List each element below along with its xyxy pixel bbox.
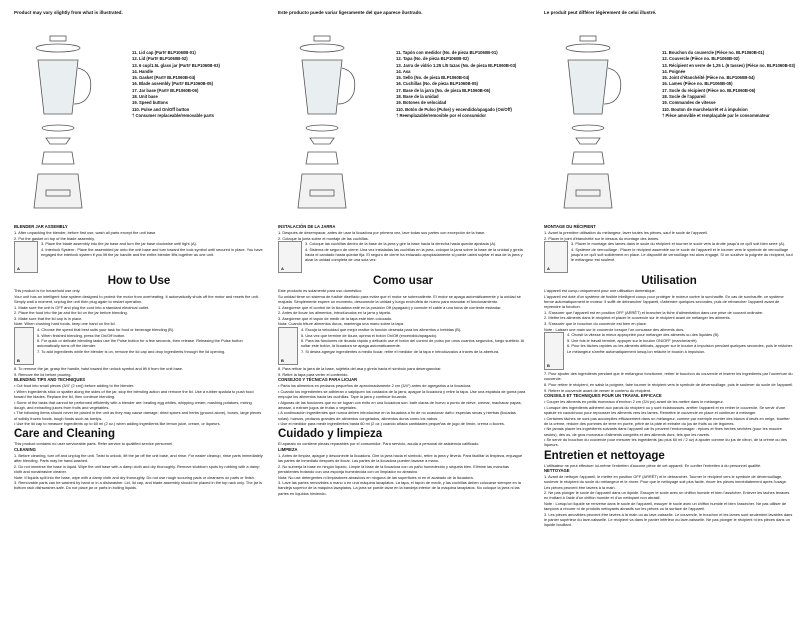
bullet: • Ne jamais placer les ingrédients suivants dans l'appareil car ils peuvent l'endommager : épices et fines herbes séchées (pour les moudre seules), des os, de gros morceaux d'aliments congelés et des aliments durs, tels que les navets. (544, 426, 782, 437)
bullet: • Lorsque des ingrédients adhèrent aux parois du récipient ou y sont éclaboussés, arrêter l'appareil et en retirer le couvercle. Se servir d'une spatule en caoutchouc pour repousser les aliments vers les lames. Remettre le couvercle en place et continuer à mélanger. (544, 404, 786, 415)
part-item: 11. Lid cap (Part# BLP1060B-01) (132, 50, 196, 55)
blender-illustration (16, 32, 106, 212)
part-item: 16. Blade assembly (Part# BLP1060B-05) (132, 81, 213, 87)
paragraph: Este producto es solamente para uso doméstico. (278, 288, 363, 294)
paragraph: Your unit has an intelligent fuse system designed to protect the motor from overheating. It automatically shuts off the motor and resets the unit. Simply wait a moment, unplug the unit then plug again to restart operation. (14, 293, 259, 304)
bullet: • Some of the tasks that cannot be performed efficiently with a blender are: beating egg whites, whipping cream, mashing potatoes, mixing dough, and extracting juices from fruits and vegetables. (14, 399, 252, 410)
part-item: 16. Lames (Pièce no. BLP1060B-05) (662, 81, 733, 87)
paragraph: El aparato no contiene piezas reparables por el consumidor. Para servicio, acuda a personal de asistencia calificado. (278, 441, 480, 447)
part-item: 13. 6 cup/1.5L glass jar (Part# BLP1060B-03) (132, 62, 220, 68)
part-item: 18. Unit base (132, 94, 158, 100)
glass-jar-drawing (38, 60, 78, 114)
paragraph: 1. S'assurer que l'appareil est en position OFF (ARRÊT) et brancher la fiche d'alimentation dans une prise de courant ordinaire. (544, 309, 764, 315)
part-item: 11. Bouchon du couvercle (Pièce no. BLP1060B-01) (662, 50, 765, 55)
spanish-column (278, 0, 530, 635)
part-item: 12. Tapa (No. de pieza BLP1060B-02) (396, 56, 469, 62)
blade-assembly-drawing (310, 138, 334, 144)
figure-a: A (544, 241, 568, 273)
instructions-text (544, 224, 794, 528)
bullet: • Algunas de las funciones que no se logran con éxito en una licuadora son: batir claras de huevo a punto de nieve, cremar, machacar papas, amasar, o extraer jugos de frutas o vegetales. (278, 399, 522, 410)
disclaimer: Le produit peut différer légèrement de celui illustré. (544, 10, 657, 15)
paragraph: 2. Ne pas plonger le socle de l'appareil dans un liquide. Essuyer le socle avec un chiffon humide et bien l'assécher. Enlever les taches tenaces en frottant à l'aide d'un chiffon humide et d'un nettoyant non abrasif. (544, 490, 790, 501)
figure-row (544, 332, 794, 370)
part-item: 13. Jarra de vidrio 1.25 L/5 tazas (No. de pieza BLP1060B-03) (396, 62, 517, 68)
paragraph: 1. Antes de limpiar, apague y desconecte la licuadora. Gire la jarra hacia el símbolo, retire la jarra y llévela. Para facilitar la limpieza, enjuague las partes de inmediato después de licuar. Las partes de la licuadora pueden lavarse a mano. (278, 452, 523, 464)
bullet: • Cuando los ingredientes se adhieran o salpiquen los costados de la jarra, apague la licuadora y retire la tapa. Use una espátula de goma para empujar los alimentos hacia las cuchillas. Tape la jarra y continúe licuando. (278, 388, 526, 399)
part-item: 18. Socle de l'appareil (662, 94, 706, 100)
figure-b: B (278, 327, 298, 365)
paragraph: 4. Sistema de seguro de cierre: Una vez instaladas las cuchillas en la jarra, coloque la jarra sobre la base de la unidad y gírela hacia el candado hasta quedar fija. El seguro de cierre ha enlazado apropiadamente si puede usted sujetar el asa de la jarra y alzar la unidad completa de una sola vez. (305, 246, 523, 263)
paragraph: 5. Une fois le travail terminé, appuyer sur le bouton ON/OFF (marche/arrêt). (567, 337, 698, 343)
instructions-text (14, 224, 264, 491)
figure-row (544, 241, 794, 273)
bullet: • When ingredients stick or spatter along the sides of the jar, stop the blending action and remove the lid. Use a rubber spatula to push food toward the blades. Replace the lid, then continue blending. (14, 388, 254, 399)
paragraph: 7. To add ingredients while the blender is on, remove the lid cap and drop ingredients through the lid opening. (37, 348, 226, 354)
paragraph: 2. Antes de licuar los alimentos, introdúzcalos en la jarra y tápela. (278, 310, 391, 316)
paragraph: 8. Para retirar la jarra de la base, sujétela del asa y gírela hacia el símbolo para desenganchar. (278, 365, 442, 371)
section-heading: CONSEJOS Y TÉCNICAS PARA LICUAR (278, 377, 358, 383)
blender-illustration (280, 32, 370, 212)
part-item: † Consumer replaceable/removable parts (132, 112, 214, 118)
figure-row (278, 241, 528, 273)
paragraph: 4. Escoja la velocidad que mejor realice la función deseada para los alimentos o bebidas (B). (301, 326, 462, 332)
paragraph: 6. Pour les tâches rapides ou les aliments délicats, appuyer sur le bouton à impulsion pendant quelques secondes, puis le relâcher. Le mélangeur s'arrête automatiquement lorsqu'on relâche le bouton à impulsion. (567, 343, 794, 354)
jar-base-drawing (306, 152, 338, 164)
paragraph: 1. After unpacking the blender, before first use, wash all parts except the unit base. (14, 230, 157, 235)
parts-list (396, 50, 531, 119)
part-item: 14. Handle (132, 68, 153, 74)
blade-assembly-drawing (576, 138, 600, 144)
paragraph: 6. For quick or delicate blending tasks use the Pulse button for a few seconds, then release. Releasing the Pulse button automatically turns off the blender. (37, 338, 243, 349)
french-column (544, 0, 796, 635)
paragraph: 3. Lave las partes removibles a mano o en una máquina lavaplatos. La tapa, el tapón de medir, y las cuchillas deben colocarse siempre en la bandeja superior de la máquina lavaplatos. La jarra se puede lavar en la bandeja inferior de la máquina lavaplatos. No coloque la jarra ni las partes en líquidos hirviendo. (278, 480, 521, 496)
paragraph: 1. Avant de nettoyer l'appareil, le mettre en position OFF (ARRÊT) et le débrancher. Tourner le récipient vers le symbole de déverrouillage, soulever le récipient du socle du mélangeur et le rincer. Pour que le nettoyage soit plus facile, rincer les pièces immédiatement après l'usage. Les pièces peuvent être lavées à la main. (544, 474, 787, 490)
section-heading: BLENDING TIPS AND TECHNIQUES (14, 377, 86, 383)
parts-list (132, 50, 267, 119)
figure-row (14, 241, 264, 273)
part-item: 17. Base de la jarra (No. de pieza BLP1060B-06) (396, 87, 491, 93)
disclaimer: Product may vary slightly from what is illustrated. (14, 10, 123, 15)
paragraph: This product contains no user serviceable parts. Refer service to qualified service personnel. (14, 441, 174, 447)
glass-jar-drawing (302, 60, 342, 114)
section-heading: MONTAGE DU RÉCIPIENT (544, 224, 596, 229)
blender-illustration (546, 32, 636, 212)
part-item: 19. Speed buttons (132, 100, 169, 106)
part-item: 110. Bouton de marche/arrêt et à impulsion (662, 106, 748, 112)
paragraph: 4. Interlock System : Place the assembled jar onto the unit base and turn toward the lock symbol until secured in place. You have engaged the interlock system if you lift the jar handle and the entire blender lifts together as one unit. (41, 246, 263, 257)
paragraph: 2. Mettre les aliments dans le récipient et placer le couvercle sur le récipient avant de mélanger les aliments. (544, 315, 731, 321)
english-column (14, 0, 266, 635)
paragraph: 2. No sumerja la base en ningún líquido. Limpie la base de la licuadora con un paño humedecido y séquela bien. Elimine las manchas persistentes frotando con una esponja humedecida con un limpiador no abrasivo. (278, 463, 509, 474)
paragraph: Nota: Cuando triture alimentos duros, mantenga una mano sobre la tapa. (278, 321, 405, 327)
paragraph: L'utilisateur ne peut effectuer lui-même l'entretien d'aucune pièce de cet appareil. En confier l'entretien à du personnel qualifié. (544, 462, 762, 468)
paragraph: L'appareil est doté d'un système de fusible intelligent conçu pour protéger le moteur contre la surchauffe. En cas de surchauffe, ce système ferme automatiquement le moteur. Il suffit de débrancher l'appareil, d'attendre quelques secondes, puis de rebrancher l'appareil avant de reprendre la fonction. (544, 293, 784, 310)
paragraph: 2. Do not immerse the base in liquid. Wipe the unit base with a damp cloth and dry thoroughly. Remove stubborn spots by rubbing with a damp cloth and nonabrasive cleaner. (14, 463, 260, 474)
part-item: 15. Sello (No. de pieza BLP1060B-04) (396, 75, 470, 81)
paragraph: Note: When crushing hard foods, keep one hand on the lid. (14, 321, 116, 327)
paragraph: 8. To remove the jar, grasp the handle, twist toward the unlock symbol and lift it from the unit base. (14, 365, 184, 371)
part-item: 17. Jar base (Part# BLP1060B-06) (132, 87, 199, 93)
heading: Utilisation (641, 275, 697, 288)
paragraph: 3. Removable parts can be washed by hand or in a dishwasher. Lid, lid cap, and blade assembly should be placed in the top rack only. The jar is bottom rack dishwasher-safe. Do not place jar or parts in boiling liquids. (14, 480, 262, 491)
part-item: 12. Couvercle (Pièce no. BLP1060B-02) (662, 56, 740, 62)
part-item: 19. Commandes de vitesse (662, 100, 716, 106)
blade-assembly-drawing (46, 138, 70, 144)
paragraph: 7. Pour ajouter des ingrédients pendant que le mélangeur fonctionne, retirer le bouchon du couvercle et insérer les ingrédients par l'ouverture du couvercle. (544, 371, 793, 382)
unit-base-drawing (564, 174, 612, 208)
part-item: 19. Botones de velocidad (396, 100, 447, 106)
gasket-drawing (572, 125, 604, 131)
heading: Como usar (372, 275, 434, 288)
section-heading: INSTALACIÓN DE LA JARRA (278, 224, 336, 229)
paragraph: Nota: No use detergentes ni limpiadores abrasivos en ninguna de las superficies ni en el acabado de la licuadora. (278, 474, 474, 480)
paragraph: 3. Place the blade assembly into the jar base and turn the jar base clockwise until tight (A). (41, 241, 197, 247)
heading: Care and Cleaning (14, 428, 115, 441)
part-item: 16. Cuchillas (No. de pieza BLP1060B-05) (396, 81, 478, 87)
part-item: † Reemplazable/removible por el consumidor (396, 112, 487, 118)
gasket-drawing (42, 125, 74, 131)
paragraph: 3. S'assurer que le bouchon du couvercle est bien en place. (544, 320, 648, 326)
instructions-text (278, 224, 528, 496)
part-item: 14. Asa (396, 68, 411, 74)
bullet: • The following items should never be placed in the unit as they may cause damage: dried spices and herbs (ground alone), bones, large pieces of solidly frozen foods, tough foods such as turnips. (14, 410, 262, 421)
part-item: 17. Socle du récipient (Pièce no. BLP1060B-06) (662, 87, 756, 93)
bullet: • Use the lid cap to measure ingredients up to 60 ml (2 oz.) when adding ingredients like lemon juice, cream, or liqueurs. (14, 421, 221, 427)
paragraph: 3. Make sure that the lid cap is in place. (14, 315, 83, 321)
lid-cap-drawing (580, 36, 596, 41)
part-item: 14. Poignée (662, 68, 686, 74)
paragraph: 3. Placer le montage des lames dans le socle du récipient et tourner le socle vers la droite jusqu'à ce qu'il soit bien serré (A). (571, 241, 786, 247)
lid-cap-drawing (314, 36, 330, 41)
section-heading: CONSEILS ET TECHNIQUES POUR UN TRAVAIL EFFICACE (544, 393, 662, 399)
paragraph: 2. Place the food into the jar and the lid on the jar before blending. (14, 310, 128, 316)
figure-b: B (544, 332, 564, 370)
part-item: 15. Gasket (Part# BLP1060B-04) (132, 75, 196, 81)
paragraph: 5. When finished blending, press the On/Off button. (37, 332, 126, 338)
paragraph: Note: If liquids spill into the base, wipe with a damp cloth and dry thoroughly. Do not use rough scouring pads or cleansers on parts or finish. (14, 474, 255, 480)
bullet: • Certaines tâches ne sont pas accomplies efficacement dans un mélangeur, comme par exemple monter des blancs d'oeufs en neige, fouetter de la crème, réduire des pommes de terre en purée, pétrir de la pâte et extraire du jus de fruits ou de légumes. (544, 415, 790, 426)
lid-cap-drawing (50, 36, 66, 41)
paragraph: 4. Choose the speed that best suits your task for food or beverage blending (B). (37, 326, 175, 332)
disclaimer: Este producto puede variar ligeramente del que aparece ilustrado. (278, 10, 423, 15)
figure-a: A (14, 241, 38, 273)
part-item: 12. Lid (Part# BLP1060B-02) (132, 56, 188, 62)
paragraph: 6. Para las funciones de licuado rápido y delicado use el botón del control de pulso por unos cuantos segundos, luego suéltelo. Al soltar este botón, la licuadora se apaga automáticamente. (301, 338, 525, 349)
paragraph: 3. Coloque las cuchillas dentro de la base de la jarra y gire la base hacia la derecha hasta quedar ajustada (A). (305, 241, 497, 247)
paragraph: Su unidad tiene un sistema de fusible diseñado para evitar que el motor se sobrecaliente. El motor se apaga automáticamente y la unidad se reajusta. Simplemente espere un momento, desconecte la unidad y luego enchúfela de nuevo para reanudar el funcionamiento. (278, 293, 521, 304)
part-item: 110. Botón de Pulso (Pulse) y encendido/apagado (On/Off) (396, 106, 512, 112)
figure-a: A (278, 241, 302, 273)
paragraph: This product is for household use only. (14, 288, 81, 294)
paragraph: 9. Retirer le couvercle avant de verser le contenu du récipient. (544, 387, 652, 393)
bullet: • Se servir du bouchon du couvercle pour mesurer les ingrédients (au plus 60 ml / 2 oz) à ajouter comme du jus de citron, de la crème ou des liqueurs. (544, 437, 787, 448)
paragraph: 7. Si desea agregar ingredientes a medio licuar, retire el medidor de la tapa e introdúzcalos a través de la abertura. (301, 348, 500, 354)
paragraph: 9. Retire la tapa para verter el contenido. (278, 371, 349, 377)
bullet: • Cut food into small pieces (3/4" (2 cm)) before adding to the blender. (14, 383, 135, 389)
part-item: 18. Base de la unidad (396, 94, 439, 100)
figure-row (14, 327, 264, 365)
paragraph: 3. Les pièces amovibles peuvent être lavées à la main ou au lave-vaisselle. Le couvercle, le bouchon et les lames sont seulement lavables dans le panier supérieur du lave-vaisselle. Le récipient va dans le panier inférieur du lave-vaisselle. Ne pas plonger le récipient ni les pièces dans un liquide bouillant. (544, 511, 793, 528)
lid-drawing (566, 44, 610, 52)
gasket-drawing (306, 125, 338, 131)
heading: Entretien et nettoyage (544, 449, 665, 462)
part-item: † Pièce amovible et remplaçable par le consommateur (662, 112, 770, 118)
parts-list (662, 50, 797, 119)
figure-row (278, 327, 528, 365)
paragraph: 1. Después de desempacar, antes de usar la licuadora por primera vez, lave todas sus partes con excepción de la base. (278, 230, 486, 235)
heading: Cuidado y limpieza (278, 428, 383, 441)
paragraph: 3. Asegúrese que el tapón de medir de la tapa esté bien colocado. (278, 315, 393, 321)
part-item: 13. Récipient en verre de 1,25 L (6 tasses) (Pièce no. BLP1060B-03) (662, 62, 796, 68)
bullet: • Couper les aliments en petits morceaux d'environ 2 cm (3/4 po) avant de les mettre dans le mélangeur. (544, 399, 724, 405)
unit-base-drawing (34, 174, 82, 208)
heading: How to Use (107, 275, 171, 288)
paragraph: 2. Placer le joint d'étanchéité sur le dessus du montage des lames. (544, 235, 660, 241)
figure-b: B (14, 327, 34, 365)
bullet: • A continuación ingredientes que nunca deben introducirse en la licuadora a fin de no ocasionar daño: especias secas y hierbas (licuadas solas), huesos, pedazos grandes de alimentos congelados, alimentos duros como los nabos. (278, 410, 516, 421)
paragraph: 1. Avant la première utilisation du mélangeur, laver toutes les pièces, sauf le socle de l'appareil. (544, 230, 708, 235)
jar-base-drawing (42, 152, 74, 164)
section-heading: LIMPIEZA (278, 446, 298, 452)
part-item: 110. Pulse and On/Off button (132, 106, 190, 112)
part-item: 11. Tapón con medidor (No. de pieza BLP1060B-01) (396, 50, 498, 55)
paragraph: Note : Lorsqu'un liquide se renverse dans le socle de l'appareil, essuyer le socle avec un chiffon humide et bien l'assécher. Ne pas utiliser de tampons à récurer ni de produits nettoyants abrasifs sur les pièces ou la surface de l'appareil. (544, 500, 787, 512)
bullet: • Use el medidor para medir ingredientes hasta 60 ml (2 oz.) cuando añada cantidades pequeñas de jugo de limón, crema o licores. (278, 421, 505, 427)
lid-drawing (300, 44, 344, 52)
paragraph: 8. Pour retirer le récipient, en saisir la poignée, faire tourner le récipient vers le symbole de déverrouillage, puis le soulever du socle de l'appareil. (544, 381, 794, 387)
glass-jar-drawing (568, 60, 608, 114)
paragraph: 2. Put the gasket on top of the blade assembly. (14, 235, 95, 241)
paragraph: 4. Système de verrouillage : Placer le récipient assemblé sur le socle de l'appareil et le tourner vers le symbole de verrouillage jusqu'à ce qu'il soit solidement en place. Le dispositif de verrouillage est alors engagé. Si on soulève la poignée du récipient, tout le mélangeur est soulevé. (571, 246, 793, 263)
section-heading: CLEANING (14, 446, 36, 452)
paragraph: L'appareil est conçu uniquement pour une utilisation domestique. (544, 288, 656, 294)
section-heading: NETTOYAGE (544, 468, 570, 474)
paragraph: 9. Remove the lid before pouring. (14, 371, 72, 377)
part-item: 15. Joint d'étanchéité (Pièce no. BLP1060B-04) (662, 75, 755, 81)
paragraph: 2. Coloque la junta sobre el montaje de las cuchillas. (278, 235, 369, 241)
section-heading: BLENDER JAR ASSEMBLY (14, 224, 68, 229)
bullet: • Parta los alimentos en pedazos pequeños de aproximadamente 2 cm (3/4") antes de agregarlos a la licuadora. (278, 383, 472, 389)
paragraph: 4. Choisir la vitesse la mieux appropriée pour mélanger des aliments ou des liquides (B). (567, 332, 720, 338)
paragraph: 5. Una vez que termine de licuar, oprima el botón On/Off (encendido/apagado). (301, 332, 438, 338)
jar-base-drawing (572, 152, 604, 164)
paragraph: 1. Asegúrese que el control de la licuadora esté en la posición Off (apagado) y conecte el cable a una toma de corriente estándar. (278, 304, 502, 310)
paragraph: Note : Laisser une main sur le couvercle lorsque l'on concasse des aliments durs. (544, 326, 685, 332)
paragraph: 1. Make sure the unit is OFF and plug the cord into a standard electrical outlet. (14, 304, 150, 310)
lid-drawing (36, 44, 80, 52)
paragraph: 1. Before cleaning, turn off and unplug the unit. Twist to unlock, lift the jar off the unit base, and rinse. For easier cleanup, rinse parts immediately after blending. Parts may be hand-washed. (14, 452, 263, 464)
unit-base-drawing (298, 174, 346, 208)
